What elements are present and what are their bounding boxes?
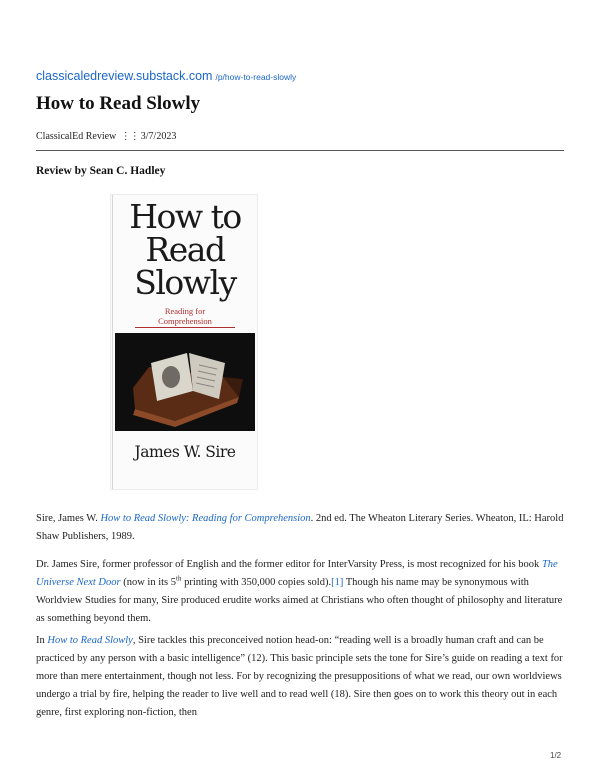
article-title: How to Read Slowly [36,93,201,114]
source-url[interactable] [36,67,296,85]
intro-text-edition: (now in its 5 [120,577,176,588]
citation-author: Sire, James W. [36,513,101,524]
cover-subtitle-line-2: Comprehension [158,316,212,326]
intro-text-end: Though his name may be synonymous with Worldview Studies for many, Sire produced erudite works aimed at Christians who often thought of philosophy and literature as something beyond them. [36,577,563,624]
edition-superscript: th [176,574,182,583]
intro-paragraph [36,556,564,628]
cover-subtitle-underline [135,327,235,328]
body-paragraph [36,632,564,722]
page-number: 1/2 [550,751,562,760]
body-text-rest: , Sire tackles this preconceived notion head-on: “reading well is a broadly human craft and can be practiced by any person with a basic intelligence” (12). This basic principle sets the tone for Sire’s guide on reading a text for more than mere entertainment, though not less. For by recognizing the presuppositions of what we read, our own worldviews undergo a trial by fire, helping the reader to live well and to read well (18). Sire then goes on to work this theory out in each genre, first exploring non-fiction, then [36,635,563,718]
header-divider [36,150,564,151]
source-url-path[interactable]: /p/how-to-read-slowly [215,72,297,82]
how-to-read-slowly-link[interactable]: How to Read Slowly [47,635,133,646]
universe-next-door-link[interactable]: The Universe Next Door [36,559,558,588]
cover-title-line-2: Read [145,230,225,269]
review-author: Review by Sean C. Hadley [36,165,166,177]
byline-date: 3/7/2023 [140,131,177,142]
cover-subtitle-line-1: Reading for [164,306,206,316]
book-cover-image [110,194,258,490]
citation-details: . 2nd ed. The Wheaton Literary Series. Wheaton, IL: Harold Shaw Publishers, 1989. [36,513,564,542]
citation-title-link[interactable]: How to Read Slowly: Reading for Comprehension [100,513,311,524]
cover-title-line-3: Slowly [134,263,236,302]
byline [36,131,176,142]
citation-paragraph [36,510,564,546]
byline-separator: ⋮⋮ [120,131,139,142]
intro-text-printing: printing with 350,000 copies sold). [181,577,332,588]
cover-title-line-1: How to [129,197,241,236]
cover-book-illustration [115,333,255,431]
byline-source: ClassicalEd Review [36,131,117,142]
cover-author: James W. Sire [134,443,236,461]
body-text-start: In [36,635,48,646]
source-url-domain[interactable]: classicaledreview.substack.com [36,69,213,83]
intro-text-start: Dr. James Sire, former professor of English and the former editor for InterVarsity Press, is most recognized for his book [36,559,542,570]
footnote-link[interactable]: [1] [331,577,344,588]
